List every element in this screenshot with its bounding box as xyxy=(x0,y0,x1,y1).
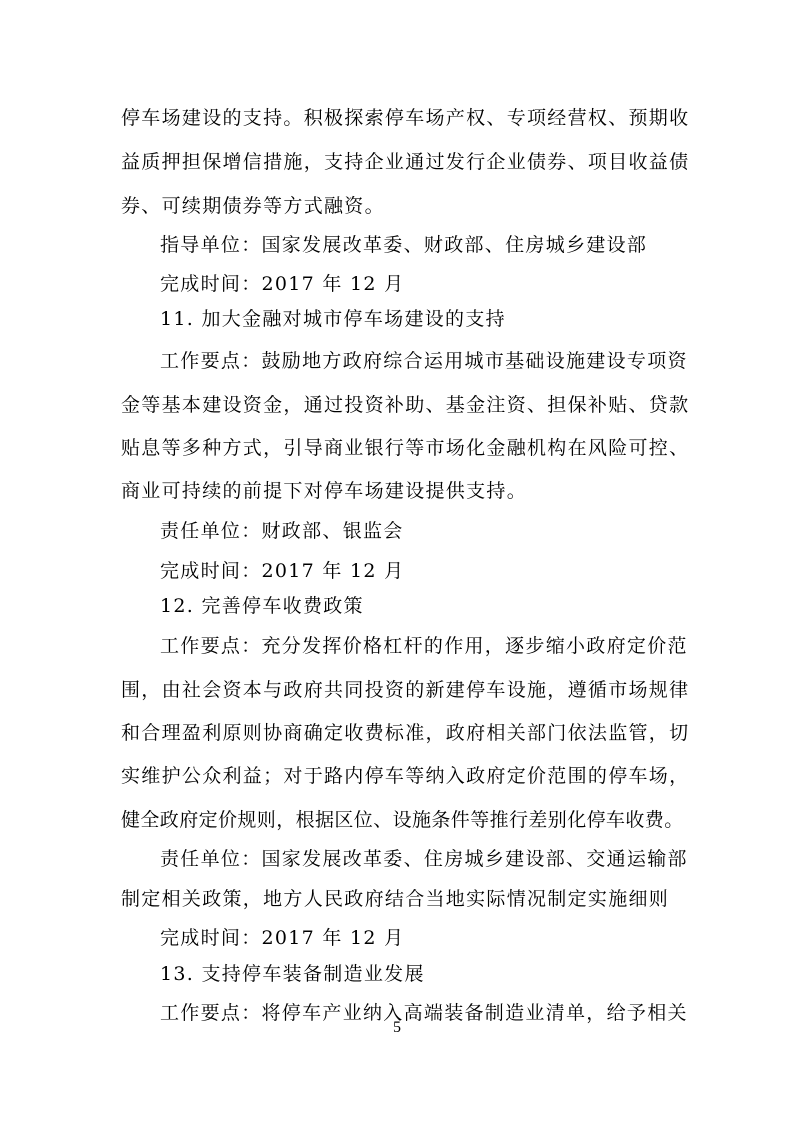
text-line: 完成时间：2017 年 12 月 xyxy=(160,927,405,949)
text-line: 券、可续期债券等方式融资。 xyxy=(121,195,385,217)
text-line: 责任单位：财政部、银监会 xyxy=(160,520,404,542)
text-line: 健全政府定价规则，根据区位、设施条件等推行差别化停车收费。 xyxy=(121,809,684,831)
text-line: 和合理盈利原则协商确定收费标准，政府相关部门依法监管，切 xyxy=(121,722,690,744)
text-line: 益质押担保增信措施，支持企业通过发行企业债券、项目收益债 xyxy=(121,151,690,173)
text-line: 贴息等多种方式，引导商业银行等市场化金融机构在风险可控、 xyxy=(121,437,690,459)
text-line: 工作要点：充分发挥价格杠杆的作用，逐步缩小政府定价范 xyxy=(160,635,688,657)
section-heading: 13. 支持停车装备制造业发展 xyxy=(160,963,425,985)
text-line: 工作要点：将停车产业纳入高端装备制造业清单，给予相关 xyxy=(160,1002,688,1024)
text-line: 停车场建设的支持。积极探索停车场产权、专项经营权、预期收 xyxy=(121,107,690,129)
text-line: 责任单位：国家发展改革委、住房城乡建设部、交通运输部 xyxy=(160,848,688,870)
text-line: 实维护公众利益；对于路内停车等纳入政府定价范围的停车场， xyxy=(121,765,690,787)
text-line: 完成时间：2017 年 12 月 xyxy=(160,273,405,295)
text-line: 工作要点：鼓励地方政府综合运用城市基础设施建设专项资 xyxy=(160,350,688,372)
text-line: 围，由社会资本与政府共同投资的新建停车设施，遵循市场规律 xyxy=(121,679,690,701)
text-line: 金等基本建设资金，通过投资补助、基金注资、担保补贴、贷款 xyxy=(121,394,690,416)
section-heading: 12. 完善停车收费政策 xyxy=(160,595,364,617)
text-line: 完成时间：2017 年 12 月 xyxy=(160,560,405,582)
text-line: 商业可持续的前提下对停车场建设提供支持。 xyxy=(121,480,528,502)
page-number: 5 xyxy=(393,1019,401,1036)
text-line: 制定相关政策，地方人民政府结合当地实际情况制定实施细则 xyxy=(121,888,670,910)
text-line: 指导单位：国家发展改革委、财政部、住房城乡建设部 xyxy=(160,234,648,256)
section-heading: 11. 加大金融对城市停车场建设的支持 xyxy=(160,308,506,330)
